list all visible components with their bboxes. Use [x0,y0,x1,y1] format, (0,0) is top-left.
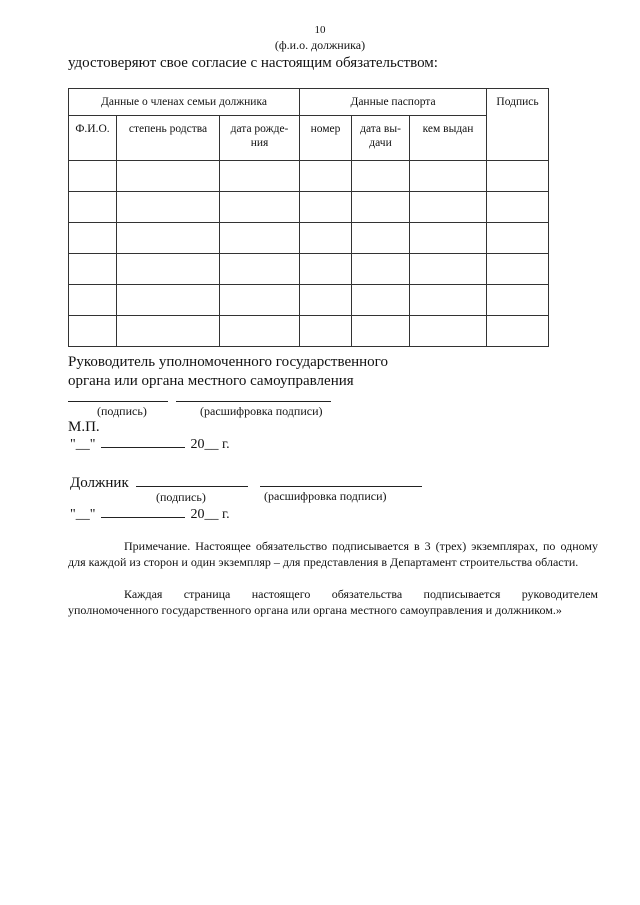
debtor-decode-caption: (расшифровка подписи) [264,489,387,503]
header-family-data: Данные о членах семьи должника [69,89,300,116]
table-row [69,316,549,347]
header-relation: степень родства [117,116,220,161]
consent-text: удостоверяют свое согласие с настоящим обязательством: [68,55,438,71]
family-data-table [68,88,549,347]
header-issue-date: дата вы- дачи [352,116,410,161]
header-passport-number: номер [300,116,352,161]
head-signature-line [68,401,168,402]
debtor-label: Должник [70,475,129,491]
table-row [69,285,549,316]
head-signature-caption: (подпись) [97,404,147,418]
header-signature: Подпись [487,89,549,161]
page-number: 10 [314,24,326,36]
debtor-decode-line [260,486,422,487]
head-title: Руководитель уполномоченного государственного органа или органа местного самоуправления [68,354,388,389]
head-decode-caption: (расшифровка подписи) [200,404,323,418]
header-passport-data: Данные паспорта [300,89,487,116]
head-decode-line [176,401,331,402]
header-fio: Ф.И.О. [69,116,117,161]
note-paragraph-2: Каждая страница настоящего обязательства подписывается руководителем уполномоченного государственного органа или органа местного самоуправления и должником.» [68,587,598,617]
header-birth-date: дата рожде- ния [220,116,300,161]
head-date: "__" 20__ г. [70,437,230,452]
debtor-signature-line [136,486,248,487]
debtor-date: "__" 20__ г. [70,507,230,522]
table-row [69,223,549,254]
note-paragraph-1: Примечание. Настоящее обязательство подписывается в 3 (трех) экземплярах, по одному для каждой из сторон и один экземпляр – для представления в Департамент строительства области. [68,539,598,569]
table-row [69,161,549,192]
debtor-signature-caption: (подпись) [156,490,206,504]
header-issued-by: кем выдан [410,116,487,161]
stamp-label: М.П. [68,419,100,435]
fio-note: (ф.и.о. должника) [274,38,366,52]
table-row [69,192,549,223]
table-row [69,254,549,285]
